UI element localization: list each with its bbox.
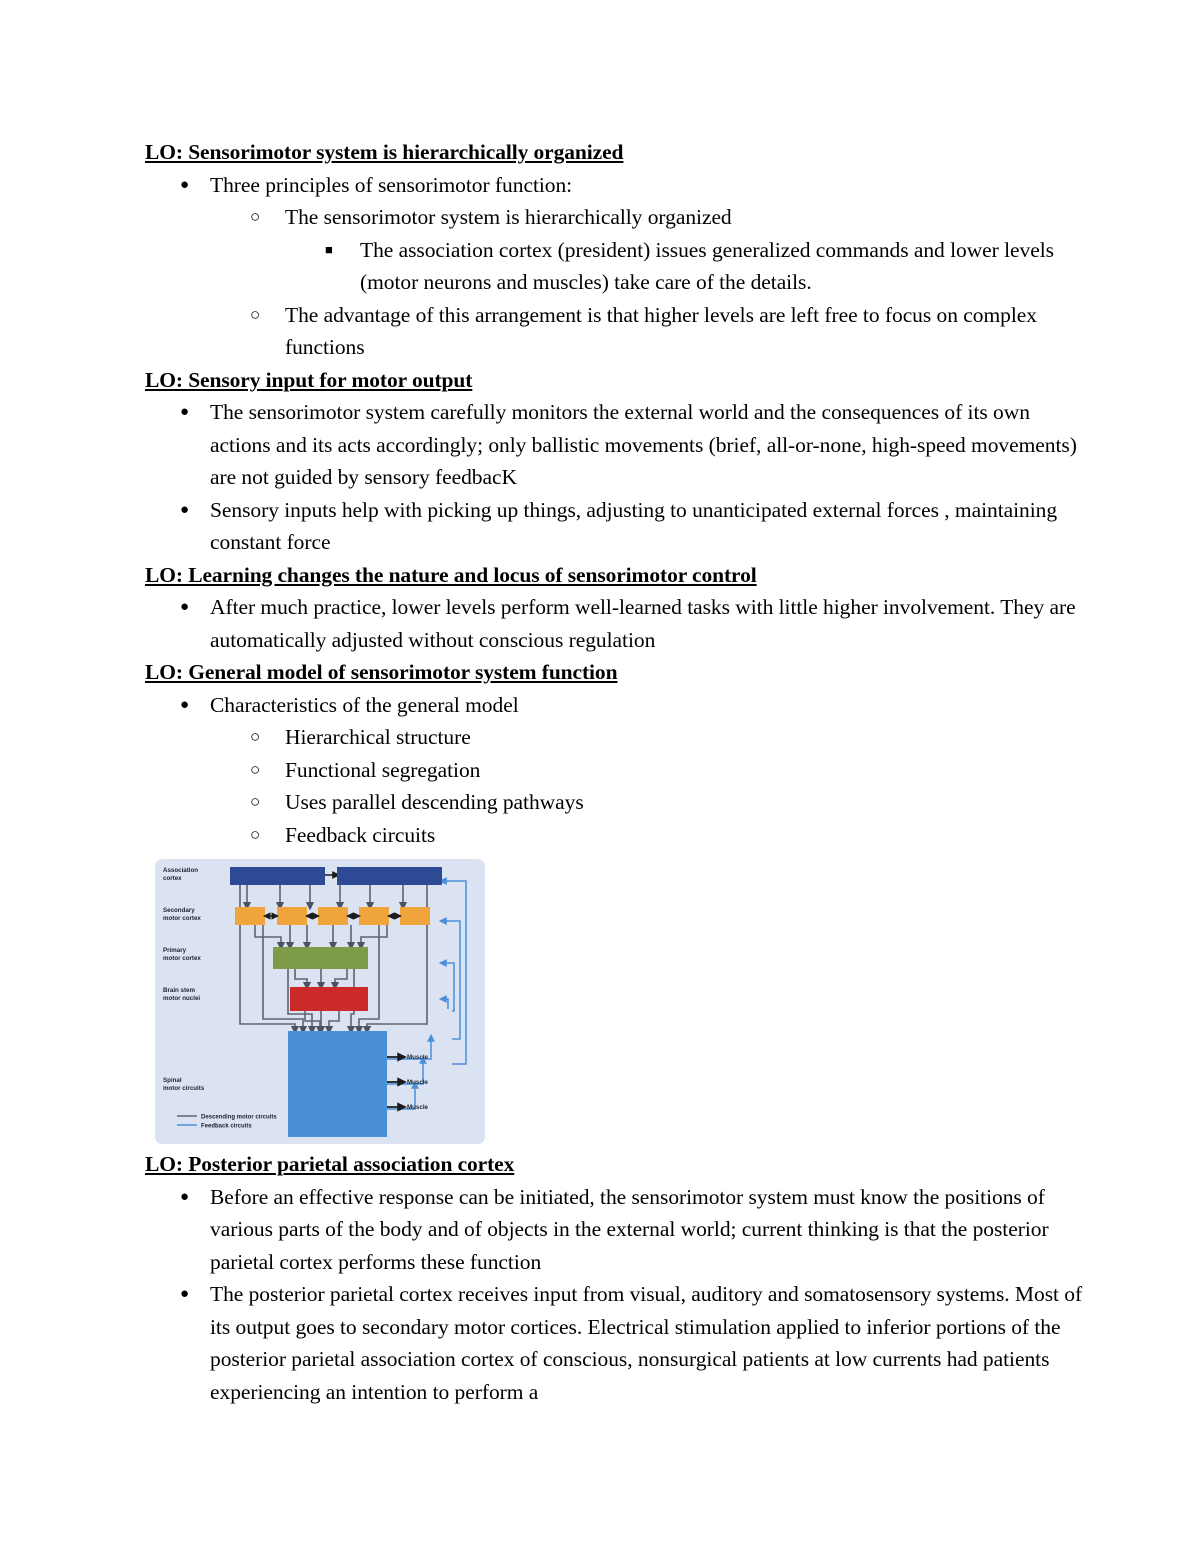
bullet-circle-icon: ○ <box>250 727 261 746</box>
bullet-circle-icon: ○ <box>250 304 261 324</box>
list-item-text: Sensory inputs help with picking up things, adjusting to unanticipated external forces , maintaining constant force <box>210 497 1058 554</box>
list-item <box>210 819 1085 852</box>
bullet-square-icon: ■ <box>325 241 333 257</box>
bullet-list-level1 <box>145 1181 1085 1409</box>
svg-text:motor circuits: motor circuits <box>163 1085 205 1092</box>
svg-text:motor cortex: motor cortex <box>163 955 201 962</box>
bullet-circle-icon: ○ <box>250 792 261 811</box>
label-muscle-1: Muscle <box>407 1054 428 1061</box>
bullet-list-level1 <box>145 396 1085 559</box>
association-cortex-boxes <box>230 867 442 885</box>
bullet-disc-icon: ● <box>180 176 190 193</box>
bullet-disc-icon: ● <box>180 1188 190 1205</box>
bullet-list-level1 <box>145 689 1085 852</box>
bullet-disc-icon: ● <box>180 404 190 420</box>
heading-sensorimotor-hierarchy: LO: Sensorimotor system is hierarchically organized <box>145 140 624 164</box>
brain-stem-motor-nuclei-box <box>290 987 368 1011</box>
list-item <box>210 786 1085 819</box>
heading-learning-changes-nature-locus: LO: Learning changes the nature and locus of sensorimotor control <box>145 562 757 587</box>
list-item <box>210 754 1085 787</box>
bullet-list-level1 <box>145 169 1085 364</box>
list-item-text: The sensorimotor system is hierarchically organized <box>285 205 732 229</box>
legend-label-descending: Descending motor circuits <box>201 1114 277 1121</box>
bullet-disc-icon: ● <box>180 696 190 713</box>
list-item-text: Before an effective response can be initiated, the sensorimotor system must know the positions of various parts of the body and of objects in the external world; current thinking is that the posterior parietal cortex performs these function <box>210 1184 1049 1274</box>
muscle-output-arrows <box>387 1057 403 1107</box>
label-spinal-motor-circuits: Spinal <box>163 1077 182 1084</box>
figure-container <box>155 859 485 1144</box>
legend-label-feedback: Feedback circuits <box>201 1123 252 1130</box>
svg-text:motor cortex: motor cortex <box>163 915 201 922</box>
list-item <box>285 234 1085 299</box>
list-item <box>145 689 1085 852</box>
list-item-text: The advantage of this arrangement is that higher levels are left free to focus on complex functions <box>285 302 1037 359</box>
secondary-motor-cortex-boxes <box>235 907 430 925</box>
label-secondary-motor-cortex: Secondary <box>163 907 195 914</box>
heading-general-model-sensorimotor: LO: General model of sensorimotor system function <box>145 660 618 684</box>
heading-posterior-parietal-association-cortex: LO: Posterior parietal association cortex <box>145 1152 515 1176</box>
list-item <box>145 396 1085 494</box>
document-body <box>145 136 1085 1408</box>
svg-text:motor nuclei: motor nuclei <box>163 995 201 1002</box>
list-item-text: Characteristics of the general model <box>210 692 519 717</box>
bullet-disc-icon: ● <box>180 599 190 615</box>
bullet-circle-icon: ○ <box>250 759 261 779</box>
bullet-list-level2 <box>210 721 1085 851</box>
list-item <box>145 1181 1085 1279</box>
list-item <box>145 1278 1085 1408</box>
bullet-disc-icon: ● <box>180 1286 190 1302</box>
label-primary-motor-cortex: Primary <box>163 947 187 954</box>
label-association-cortex: Association <box>163 867 199 874</box>
general-model-diagram <box>155 859 485 1144</box>
list-item <box>145 494 1085 559</box>
list-item-text: After much practice, lower levels perform well-learned tasks with little higher involvement. They are automatically adjusted without conscious regulation <box>210 595 1076 652</box>
list-item-text: The association cortex (president) issues generalized commands and lower levels (motor neurons and muscles) take care of the details. <box>360 237 1054 294</box>
list-item <box>210 299 1085 364</box>
heading-sensory-input-for-motor-output: LO: Sensory input for motor output <box>145 367 473 392</box>
list-item-text: Uses parallel descending pathways <box>285 790 584 814</box>
bullet-list-level2 <box>210 201 1085 364</box>
list-item-text: The sensorimotor system carefully monitors the external world and the consequences of its own actions and its acts accordingly; only ballistic movements (brief, all-or-none, high-speed movements) are not guided by sensory feedbacK <box>210 400 1077 489</box>
list-item <box>145 169 1085 364</box>
spinal-motor-circuits-box <box>288 1031 387 1137</box>
primary-motor-cortex-box <box>273 947 368 969</box>
label-muscle-2: Muscle <box>407 1079 428 1086</box>
label-brain-stem-motor-nuclei: Brain stem <box>163 987 195 994</box>
list-item-text: Three principles of sensorimotor function: <box>210 172 573 197</box>
list-item-text: Feedback circuits <box>285 822 436 847</box>
list-item <box>210 721 1085 754</box>
svg-text:cortex: cortex <box>163 875 182 882</box>
bullet-circle-icon: ○ <box>250 824 261 844</box>
list-item-text: Hierarchical structure <box>285 725 471 749</box>
bullet-circle-icon: ○ <box>250 207 261 226</box>
diagram-legend <box>177 1115 277 1130</box>
list-item-text: Functional segregation <box>285 757 481 782</box>
list-item <box>210 201 1085 299</box>
bullet-disc-icon: ● <box>180 501 190 518</box>
label-muscle-3: Muscle <box>407 1104 428 1111</box>
list-item <box>145 591 1085 656</box>
bullet-list-level3 <box>285 234 1085 299</box>
list-item-text: The posterior parietal cortex receives input from visual, auditory and somatosensory systems. Most of its output goes to secondary motor cortices. Electrical stimulation applied to inferior portions of the posterior parietal association cortex of conscious, nonsurgical patients at low currents had patients experiencing an intention to perform a <box>210 1282 1083 1404</box>
bullet-list-level1 <box>145 591 1085 656</box>
